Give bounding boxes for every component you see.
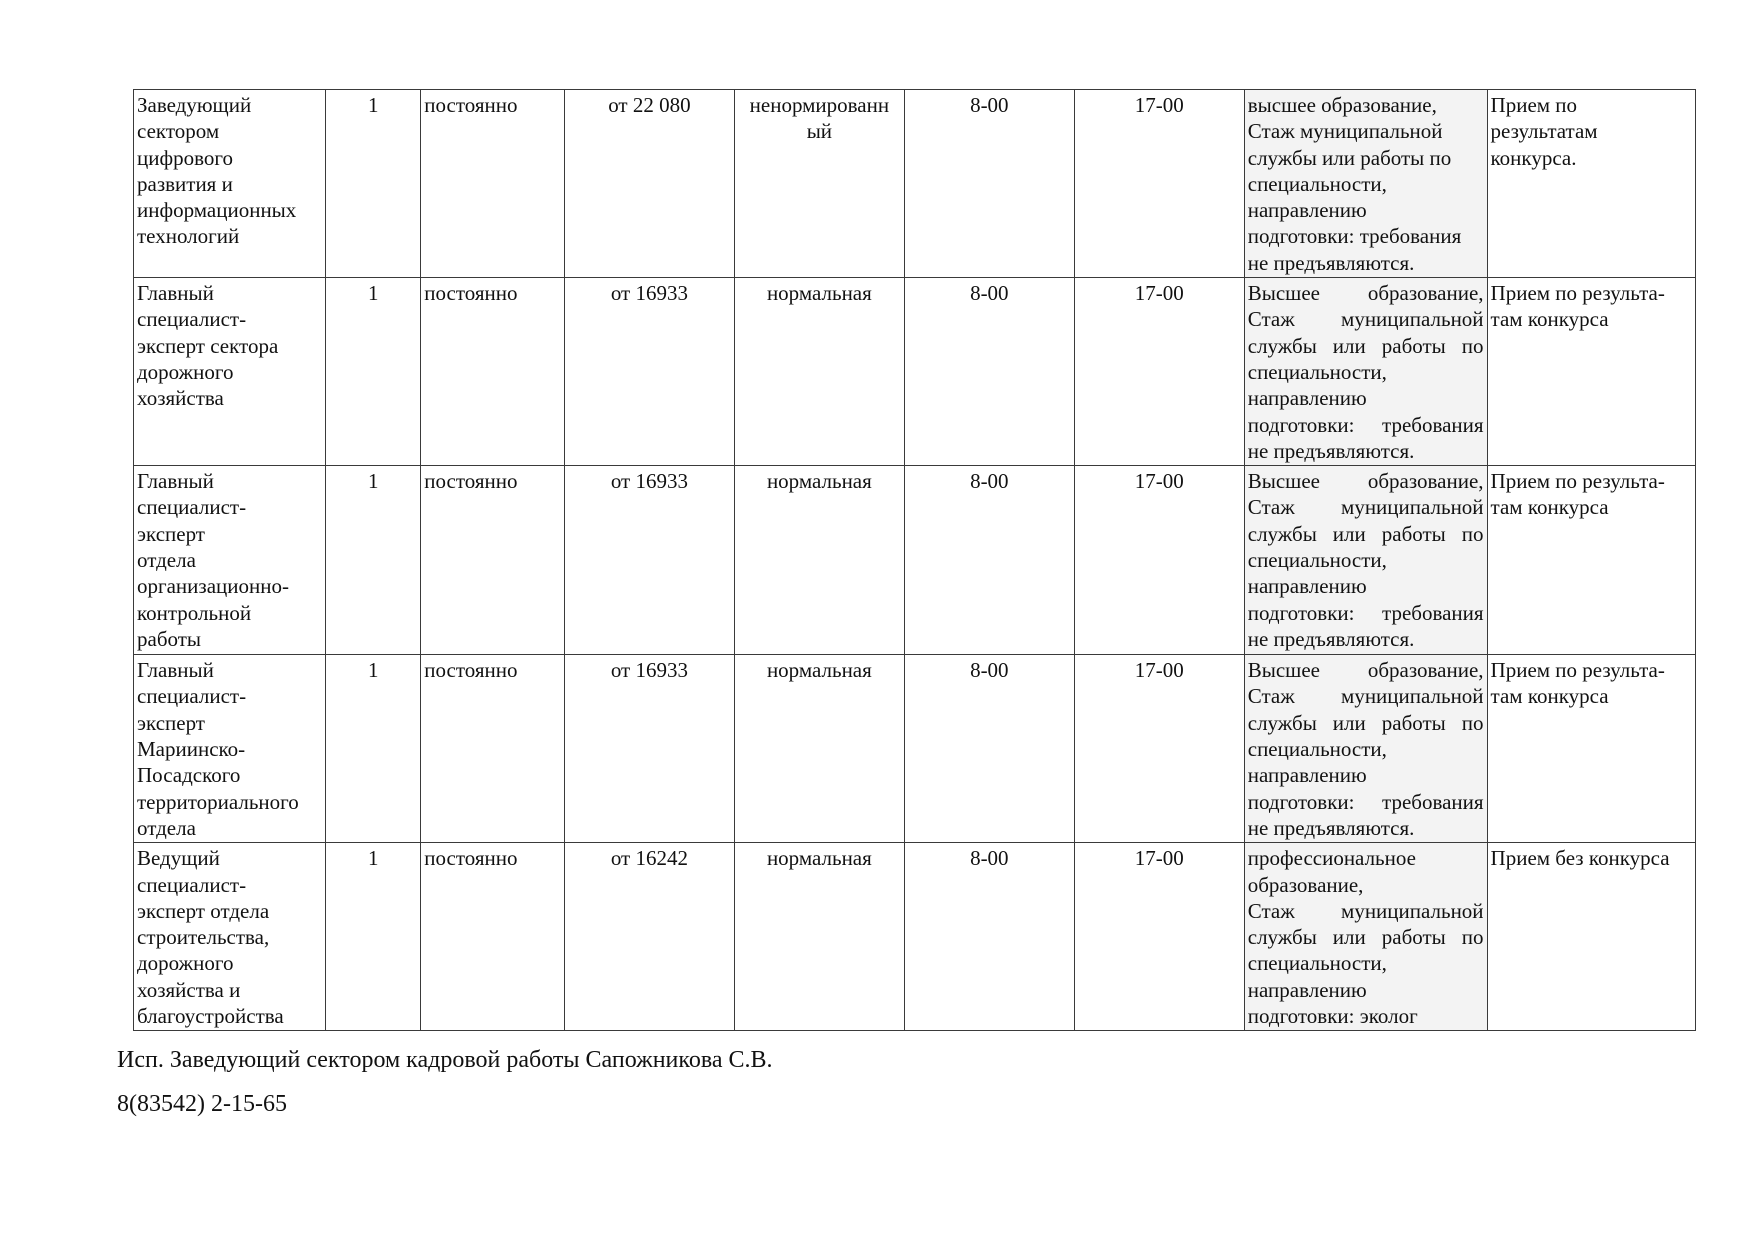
requirements-cell-line: подготовки: требования xyxy=(1247,600,1484,625)
requirements-cell-line: Высшее образование, xyxy=(1247,658,1484,683)
requirements-cell-line: образование, xyxy=(1247,872,1364,897)
requirements-cell-line: службы или работы по xyxy=(1247,521,1484,546)
vacancy-table xyxy=(133,89,1696,1031)
executor-line: Исп. Заведующий сектором кадровой работы Сапожникова С.В. xyxy=(117,1047,773,1073)
salary-cell: от 16933 xyxy=(564,655,734,843)
position-name-cell-line: хозяйства xyxy=(137,386,224,411)
admission-cell-line: Прием по результа- xyxy=(1490,469,1665,494)
executor-phone: 8(83542) 2-15-65 xyxy=(117,1091,287,1117)
work-regime-cell xyxy=(734,90,904,278)
requirements-cell-line: подготовки: требования xyxy=(1247,789,1484,814)
position-name-cell-line: контрольной xyxy=(137,600,252,625)
requirements-cell-line: направлению xyxy=(1247,574,1367,599)
end-time-cell: 17-00 xyxy=(1074,843,1244,1031)
position-name-cell-line: информационных xyxy=(137,198,297,223)
admission-cell xyxy=(1487,843,1695,1031)
requirements-cell-line: службы или работы по xyxy=(1247,333,1484,358)
admission-cell xyxy=(1487,466,1695,655)
position-name-cell-line: технологий xyxy=(137,224,240,249)
admission-cell xyxy=(1487,90,1695,278)
start-time-cell: 8-00 xyxy=(904,278,1074,466)
vacancy-count-cell: 1 xyxy=(326,278,421,466)
position-name-cell-line: специалист- xyxy=(137,495,247,520)
position-name-cell-line: организационно- xyxy=(137,574,289,599)
requirements-cell-line: специальности, xyxy=(1247,951,1387,976)
requirements-cell-line: специальности, xyxy=(1247,548,1387,573)
salary-cell: от 22 080 xyxy=(564,90,734,278)
employment-type-cell: постоянно xyxy=(421,843,565,1031)
position-name-cell-line: Посадского xyxy=(137,763,241,788)
requirements-cell-line: Стаж муниципальной xyxy=(1247,307,1484,332)
start-time-cell: 8-00 xyxy=(904,843,1074,1031)
position-name-cell-line: развития и xyxy=(137,171,233,196)
work-regime-cell-line: нормальная xyxy=(766,658,872,683)
requirements-cell-line: направлению xyxy=(1247,198,1367,223)
position-name-cell-line: специалист- xyxy=(137,684,247,709)
requirements-cell-line: службы или работы по xyxy=(1247,710,1484,735)
admission-cell-line: там конкурса xyxy=(1490,684,1609,709)
requirements-cell-line: службы или работы по xyxy=(1247,925,1484,950)
work-regime-cell-line: ый xyxy=(806,119,833,144)
requirements-cell-line: подготовки: эколог xyxy=(1247,1004,1418,1029)
work-regime-cell xyxy=(734,278,904,466)
position-name-cell-line: Главный xyxy=(137,281,214,306)
position-name-cell-line: Ведущий xyxy=(137,846,220,871)
position-name-cell-line: отдела xyxy=(137,548,196,573)
requirements-cell-line: не предъявляются. xyxy=(1247,815,1415,840)
vacancy-table-body xyxy=(134,90,1696,1031)
requirements-cell-line: специальности, xyxy=(1247,171,1387,196)
position-name-cell-line: эксперт xyxy=(137,710,205,735)
position-name-cell-line: благоустройства xyxy=(137,1004,284,1029)
requirements-cell-line: специальности, xyxy=(1247,359,1387,384)
position-name-cell-line: Главный xyxy=(137,658,214,683)
position-name-cell-line: специалист- xyxy=(137,872,247,897)
admission-cell-line: Прием по xyxy=(1490,93,1578,117)
admission-cell xyxy=(1487,278,1695,466)
admission-cell-line: Прием по результа- xyxy=(1490,658,1665,683)
position-name-cell-line: дорожного xyxy=(137,951,234,976)
admission-cell-line: результатам xyxy=(1490,119,1598,144)
requirements-cell xyxy=(1244,466,1487,655)
end-time-cell: 17-00 xyxy=(1074,466,1244,655)
position-name-cell-line: эксперт сектора xyxy=(137,333,279,358)
position-name-cell xyxy=(134,278,326,466)
requirements-cell-line: направлению xyxy=(1247,386,1367,411)
table-row xyxy=(134,843,1696,1031)
requirements-cell-line: не предъявляются. xyxy=(1247,250,1415,275)
admission-cell-line: Прием без конкурса xyxy=(1490,846,1670,871)
requirements-cell-line: Высшее образование, xyxy=(1247,281,1484,306)
vacancy-count-cell: 1 xyxy=(326,843,421,1031)
work-regime-cell-line: нормальная xyxy=(766,281,872,306)
requirements-cell xyxy=(1244,843,1487,1031)
employment-type-cell: постоянно xyxy=(421,90,565,278)
employment-type-cell: постоянно xyxy=(421,466,565,655)
work-regime-cell-line: ненормированн xyxy=(749,93,890,117)
requirements-cell xyxy=(1244,278,1487,466)
requirements-cell-line: направлению xyxy=(1247,977,1367,1002)
position-name-cell xyxy=(134,466,326,655)
requirements-cell xyxy=(1244,655,1487,843)
position-name-cell-line: территориального xyxy=(137,789,299,814)
requirements-cell-line: службы или работы по xyxy=(1247,145,1452,170)
start-time-cell: 8-00 xyxy=(904,655,1074,843)
position-name-cell-line: Заведующий xyxy=(137,93,252,117)
requirements-cell-line: Стаж муниципальной xyxy=(1247,495,1484,520)
requirements-cell-line: профессиональное xyxy=(1247,846,1416,871)
end-time-cell: 17-00 xyxy=(1074,655,1244,843)
admission-cell-line: Прием по результа- xyxy=(1490,281,1665,306)
admission-cell xyxy=(1487,655,1695,843)
requirements-cell-line: Высшее образование, xyxy=(1247,469,1484,494)
requirements-cell-line: Стаж муниципальной xyxy=(1247,898,1484,923)
position-name-cell-line: строительства, xyxy=(137,925,270,950)
position-name-cell-line: Главный xyxy=(137,469,214,494)
requirements-cell-line: подготовки: требования xyxy=(1247,412,1484,437)
requirements-cell-line: подготовки: требования xyxy=(1247,224,1462,249)
requirements-cell xyxy=(1244,90,1487,278)
position-name-cell-line: работы xyxy=(137,626,202,651)
position-name-cell-line: эксперт xyxy=(137,521,205,546)
admission-cell-line: там конкурса xyxy=(1490,495,1609,520)
work-regime-cell-line: нормальная xyxy=(766,846,872,871)
vacancy-count-cell: 1 xyxy=(326,466,421,655)
position-name-cell-line: Мариинско- xyxy=(137,737,246,762)
requirements-cell-line: Стаж муниципальной xyxy=(1247,119,1443,144)
start-time-cell: 8-00 xyxy=(904,466,1074,655)
work-regime-cell xyxy=(734,466,904,655)
salary-cell: от 16933 xyxy=(564,278,734,466)
vacancy-count-cell: 1 xyxy=(326,90,421,278)
employment-type-cell: постоянно xyxy=(421,278,565,466)
salary-cell: от 16242 xyxy=(564,843,734,1031)
requirements-cell-line: высшее образование, xyxy=(1247,93,1437,117)
position-name-cell-line: специалист- xyxy=(137,307,247,332)
admission-cell-line: конкурса. xyxy=(1490,145,1577,170)
employment-type-cell: постоянно xyxy=(421,655,565,843)
work-regime-cell xyxy=(734,655,904,843)
position-name-cell xyxy=(134,655,326,843)
requirements-cell-line: не предъявляются. xyxy=(1247,438,1415,463)
position-name-cell-line: сектором xyxy=(137,119,220,144)
end-time-cell: 17-00 xyxy=(1074,278,1244,466)
position-name-cell-line: цифрового xyxy=(137,145,233,170)
table-row xyxy=(134,655,1696,843)
end-time-cell: 17-00 xyxy=(1074,90,1244,278)
position-name-cell-line: эксперт отдела xyxy=(137,898,270,923)
requirements-cell-line: направлению xyxy=(1247,763,1367,788)
table-row xyxy=(134,466,1696,655)
requirements-cell-line: специальности, xyxy=(1247,737,1387,762)
work-regime-cell xyxy=(734,843,904,1031)
requirements-cell-line: Стаж муниципальной xyxy=(1247,684,1484,709)
table-row xyxy=(134,90,1696,278)
work-regime-cell-line: нормальная xyxy=(766,469,872,494)
table-row xyxy=(134,278,1696,466)
position-name-cell-line: отдела xyxy=(137,815,196,840)
salary-cell: от 16933 xyxy=(564,466,734,655)
vacancy-count-cell: 1 xyxy=(326,655,421,843)
position-name-cell-line: хозяйства и xyxy=(137,977,241,1002)
position-name-cell-line: дорожного xyxy=(137,359,234,384)
position-name-cell xyxy=(134,90,326,278)
position-name-cell xyxy=(134,843,326,1031)
start-time-cell: 8-00 xyxy=(904,90,1074,278)
requirements-cell-line: не предъявляются. xyxy=(1247,626,1415,651)
admission-cell-line: там конкурса xyxy=(1490,307,1609,332)
